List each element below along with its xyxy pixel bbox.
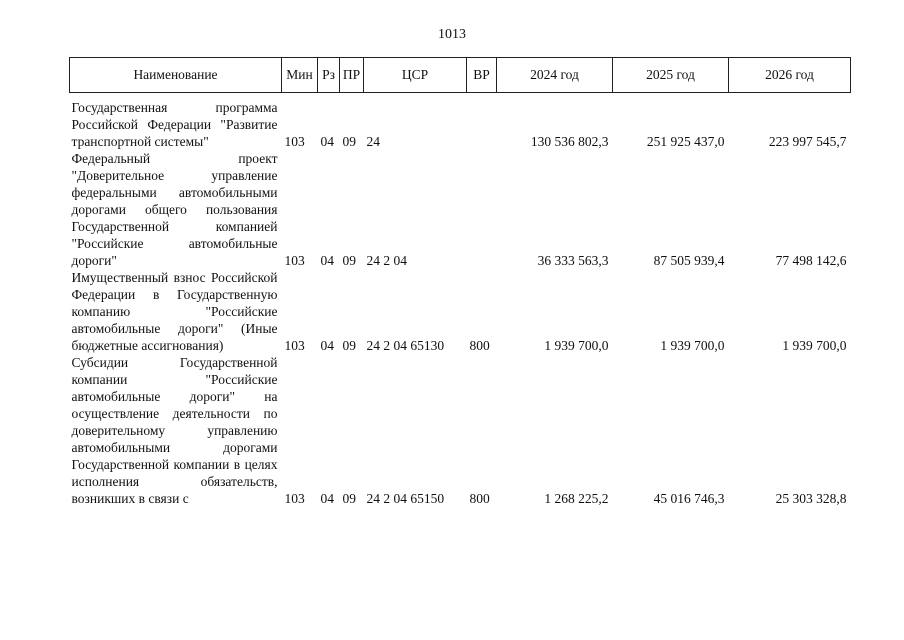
header-csr: ЦСР (364, 58, 467, 93)
row-csr: 24 2 04 65130 (366, 338, 445, 353)
row-2025: 251 925 437,0 (646, 134, 725, 149)
row-2024: 130 536 802,3 (530, 134, 609, 149)
row-rz: 04 (320, 338, 334, 353)
row-vr (467, 99, 497, 150)
budget-table (69, 57, 851, 507)
row-min: 103 (284, 134, 305, 149)
row-name: Федеральный проект "Доверительное управление федеральными автомобильными дорогами общего пользования Государственной компанией "Российские автомобильные дороги" (71, 151, 278, 268)
row-2026: 25 303 328,8 (775, 491, 847, 506)
table-header (70, 58, 851, 93)
row-rz: 04 (320, 134, 334, 149)
page-number: 1013 (438, 27, 466, 42)
row-2025: 45 016 746,3 (653, 491, 725, 506)
header-2024: 2024 год (497, 58, 613, 93)
header-pr: ПР (340, 58, 364, 93)
header-vr: ВР (467, 58, 497, 93)
table-body (70, 93, 851, 508)
header-row (70, 58, 851, 93)
header-name: Наименование (70, 58, 282, 93)
row-2024: 1 268 225,2 (544, 491, 609, 506)
row-vr (467, 150, 497, 269)
row-2024: 1 939 700,0 (544, 338, 609, 353)
row-rz: 04 (320, 253, 334, 268)
row-2026: 77 498 142,6 (775, 253, 847, 268)
table-row (70, 99, 851, 150)
row-csr: 24 (366, 134, 380, 149)
header-2026: 2026 год (729, 58, 851, 93)
row-2025: 1 939 700,0 (660, 338, 725, 353)
row-pr: 09 (342, 491, 356, 506)
row-min: 103 (284, 491, 305, 506)
row-pr: 09 (342, 134, 356, 149)
row-name: Имущественный взнос Российской Федерации в Государственную компанию "Российские автомобильные дороги" (Иные бюджетные ассигнования) (71, 270, 278, 353)
row-name: Государственная программа Российской Федерации "Развитие транспортной системы" (71, 100, 278, 149)
row-csr: 24 2 04 (366, 253, 407, 268)
row-2026: 223 997 545,7 (768, 134, 847, 149)
header-rz: Рз (318, 58, 340, 93)
row-csr: 24 2 04 65150 (366, 491, 445, 506)
row-name: Субсидии Государственной компании "Российские автомобильные дороги" на осуществление деятельности по доверительному управлению автомобильными дорогами Государственной компании в целях исполнения обязательств, возникших в связи с (71, 355, 278, 506)
row-pr: 09 (342, 253, 356, 268)
table-row (70, 354, 851, 507)
row-2026: 1 939 700,0 (782, 338, 847, 353)
row-2024: 36 333 563,3 (537, 253, 609, 268)
table-row (70, 150, 851, 269)
row-vr: 800 (469, 338, 490, 353)
table-row (70, 269, 851, 354)
row-vr: 800 (469, 491, 490, 506)
row-min: 103 (284, 253, 305, 268)
row-min: 103 (284, 338, 305, 353)
row-2025: 87 505 939,4 (653, 253, 725, 268)
row-rz: 04 (320, 491, 334, 506)
header-min: Мин (282, 58, 318, 93)
row-pr: 09 (342, 338, 356, 353)
header-2025: 2025 год (613, 58, 729, 93)
